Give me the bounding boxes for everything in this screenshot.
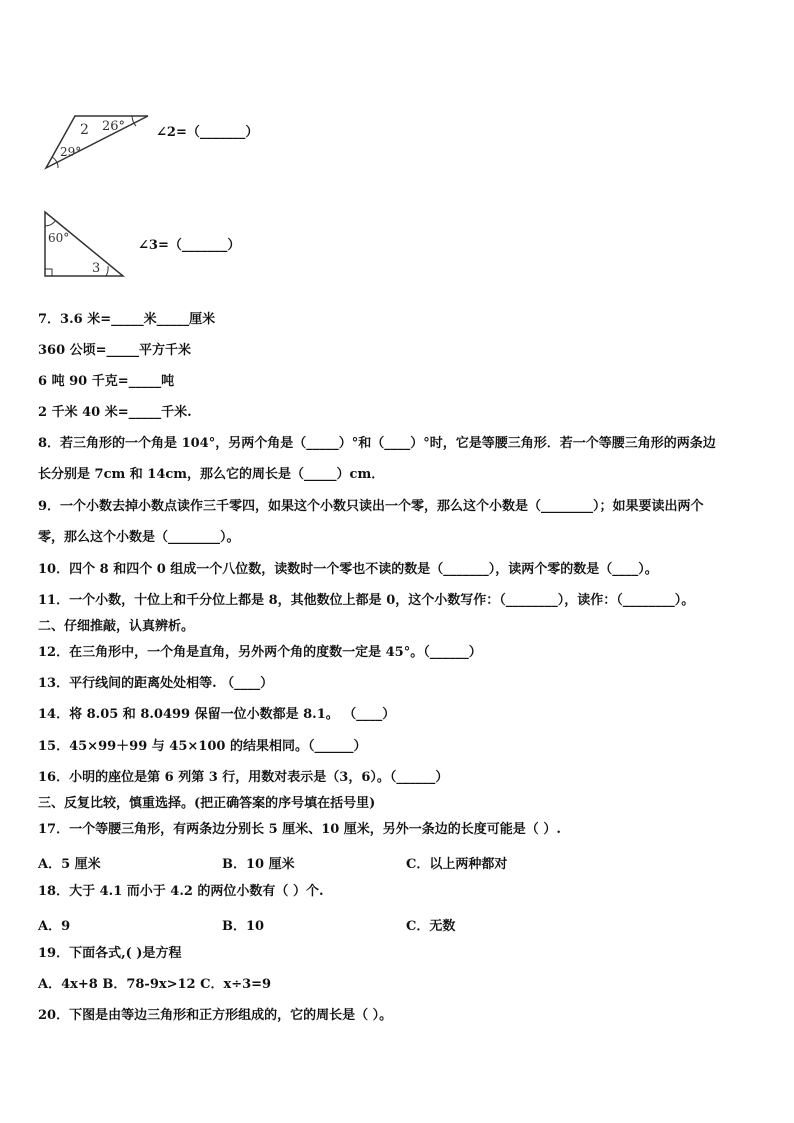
question-17-option-a: A．5 厘米 — [38, 857, 101, 872]
question-19-stem: 19．下面各式,( )是方程 — [38, 946, 182, 961]
question-16: 16．小明的座位是第 6 列第 3 行，用数对表示是（3，6）。（______） — [38, 770, 449, 785]
question-18-stem: 18．大于 4.1 而小于 4.2 的两位小数有（ ）个. — [38, 884, 324, 899]
question-9-line-1: 9．一个小数去掉小数点读作三千零四，如果这个小数只读出一个零，那么这个小数是（________）；如果要读出两个 — [38, 499, 704, 514]
question-10: 10．四个 8 和四个 0 组成一个八位数，读数时一个零也不读的数是（_______），读两个零的数是（____）。 — [38, 562, 658, 577]
angle-3-label: 3 — [92, 261, 101, 276]
angle-2-label: 2 — [80, 122, 89, 138]
triangle-figure-angle-3 — [40, 208, 130, 280]
angle-2-answer: ∠2=（_______） — [156, 125, 259, 140]
question-18-option-a: A．9 — [38, 919, 71, 934]
question-13: 13．平行线间的距离处处相等. （____） — [38, 676, 274, 691]
question-7-line-3: 6 吨 90 千克=_____吨 — [38, 374, 175, 389]
question-17-stem: 17．一个等腰三角形，有两条边分别长 5 厘米、10 厘米，另外一条边的长度可能是（ ）. — [38, 822, 561, 837]
question-9-line-2: 零，那么这个小数是（________）。 — [38, 530, 240, 545]
section-2-heading: 二、仔细推敲，认真辨析。 — [38, 619, 195, 634]
question-15: 15．45×99＋99 与 45×100 的结果相同。（______） — [38, 739, 367, 754]
question-17-option-b: B．10 厘米 — [222, 857, 295, 872]
angle-26-label: 26° — [102, 119, 126, 134]
question-18-option-c: C．无数 — [406, 919, 456, 934]
section-3-heading: 三、反复比较，慎重选择。(把正确答案的序号填在括号里) — [38, 796, 376, 811]
right-triangle-drawing — [40, 208, 130, 280]
angle-29-label: 29° — [60, 145, 82, 159]
question-8-line-2: 长分别是 7cm 和 14cm，那么它的周长是（_____）cm． — [38, 467, 385, 482]
angle-60-label: 60° — [48, 231, 70, 245]
triangle-figure-angle-2 — [40, 108, 155, 173]
question-11: 11．一个小数，十位上和千分位上都是 8，其他数位上都是 0，这个小数写作：（________），读作：（________）。 — [38, 593, 695, 608]
question-7-line-4: 2 千米 40 米=_____千米. — [38, 405, 192, 420]
question-14: 14．将 8.05 和 8.0499 保留一位小数都是 8.1。 （____） — [38, 707, 396, 722]
question-17-option-c: C．以上两种都对 — [406, 857, 508, 872]
question-12: 12．在三角形中，一个角是直角，另外两个角的度数一定是 45°。（______） — [38, 645, 482, 660]
question-20: 20．下图是由等边三角形和正方形组成的，它的周长是（ ）。 — [38, 1008, 393, 1023]
question-7-line-2: 360 公顷=_____平方千米 — [38, 343, 192, 358]
angle-3-answer: ∠3=（_______） — [138, 238, 241, 253]
question-8-line-1: 8．若三角形的一个角是 104°，另两个角是（_____）°和（____）°时，它是等腰三角形．若一个等腰三角形的两条边 — [38, 436, 716, 451]
triangle-drawing — [40, 108, 155, 173]
question-7-line-1: 7．3.6 米=_____米_____厘米 — [38, 312, 216, 327]
question-18-option-b: B．10 — [222, 919, 265, 934]
question-19-options: A．4x+8 B．78-9x>12 C．x÷3=9 — [38, 977, 272, 992]
